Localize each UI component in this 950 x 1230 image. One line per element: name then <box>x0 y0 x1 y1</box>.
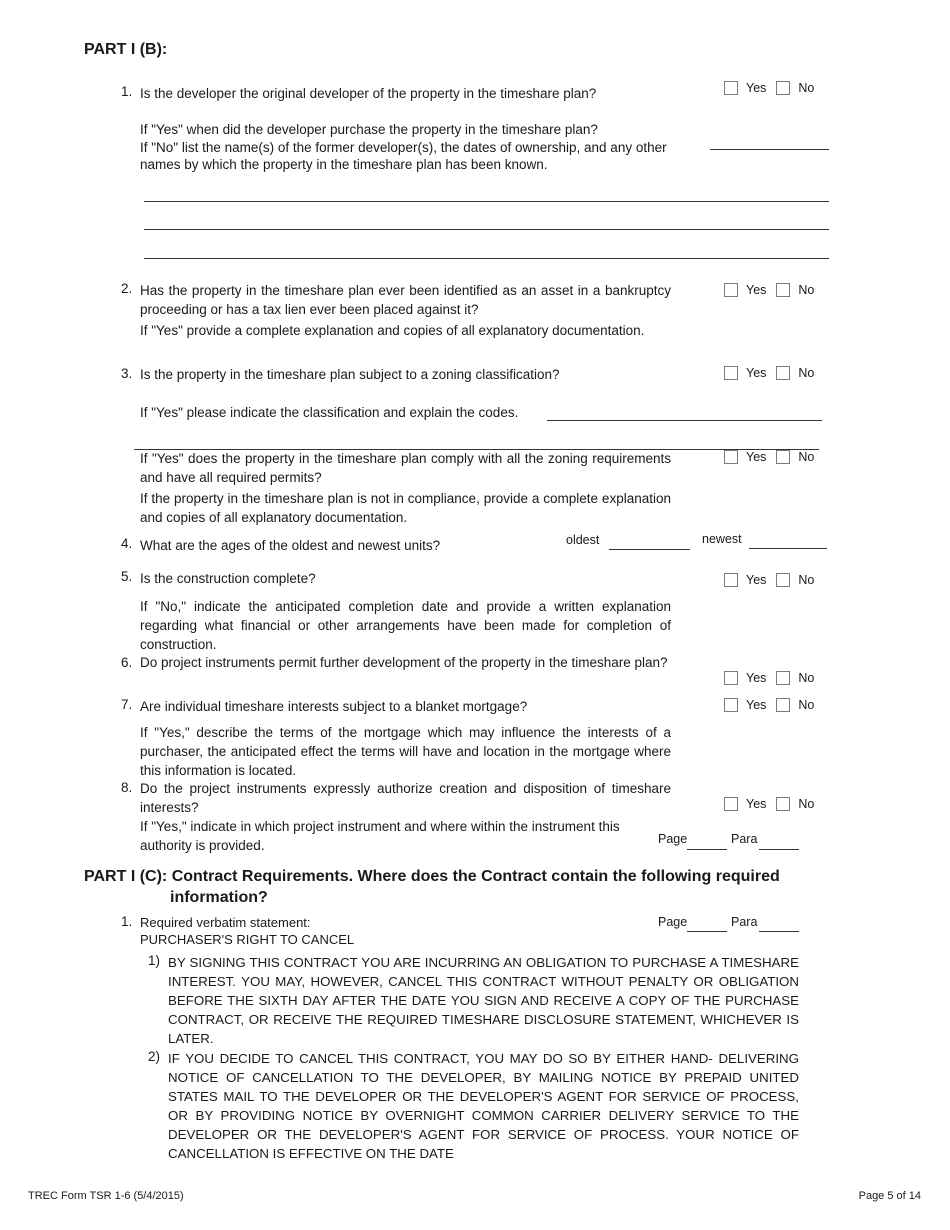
c1-item-2-text: IF YOU DECIDE TO CANCEL THIS CONTRACT, YOU MAY DO SO BY EITHER HAND- DELIVERING NOTICE OF CANCELLATION TO THE DEVELOPER, BY MAILING NOTICE BY PREPAID UNITED STATES MAIL TO THE DEVELOPER OR THE DEVELOPER'S AGENT FOR SERVICE OF PROCESS, OR BY PROVIDING NOTICE BY OVERNIGHT COMMON CARRIER DELIVERY SERVICE TO THE DEVELOPER OR THE DEVELOPER'S AGENT FOR SERVICE OF PROCESS. YOUR NOTICE OF CANCELLATION IS EFFECTIVE ON THE DATE <box>168 1051 799 1161</box>
q3-follow-text: If "Yes" please indicate the classification and explain the codes. <box>140 405 519 420</box>
footer-page-number: Page 5 of 14 <box>858 1190 921 1202</box>
q6-yes-no: Yes No <box>724 671 824 685</box>
footer-form-id: TREC Form TSR 1-6 (5/4/2015) <box>28 1190 184 1202</box>
q3-yes-no: Yes No <box>724 366 824 380</box>
q1-answer-line-2[interactable] <box>144 229 829 230</box>
q7-number: 7. <box>121 697 133 712</box>
q2-yes-checkbox[interactable] <box>724 283 738 297</box>
q3-sub-follow-text: If the property in the timeshare plan is not in compliance, provide a complete explanation and copies of all explanatory documentation. <box>140 491 671 525</box>
c1-item-1-text: BY SIGNING THIS CONTRACT YOU ARE INCURRING AN OBLIGATION TO PURCHASE A TIMESHARE INTEREST. YOU MAY, HOWEVER, CANCEL THIS CONTRACT WITHOUT PENALTY OR OBLIGATION BEFORE THE SIXTH DAY AFTER THE DATE YOU SIGN AND RECEIVE A COPY OF THE PURCHASE CONTRACT, OR RECEIVE THE REQUIRED TIMESHARE DISCLOSURE STATEMENT, WHICHEVER IS LATER. <box>168 955 799 1046</box>
q3-sub-yes-no: Yes No <box>724 450 824 464</box>
q1-number: 1. <box>121 84 133 99</box>
q1-text: Is the developer the original developer of the property in the timeshare plan? <box>140 86 597 101</box>
q8-para-input[interactable] <box>759 849 799 850</box>
q6-yes-checkbox[interactable] <box>724 671 738 685</box>
q3-no-checkbox[interactable] <box>776 366 790 380</box>
q1-answer-line-3[interactable] <box>144 258 829 259</box>
q3-sub-text: If "Yes" does the property in the timeshare plan comply with all the zoning requirements and have all required permits? <box>140 451 671 485</box>
q2-text: Has the property in the timeshare plan ever been identified as an asset in a bankruptcy proceeding or has a tax lien ever been placed against it? <box>140 283 671 317</box>
q3-sub-no-checkbox[interactable] <box>776 450 790 464</box>
c1-item-1-number: 1) <box>148 953 161 968</box>
q3-text: Is the property in the timeshare plan subject to a zoning classification? <box>140 367 560 382</box>
part-c-heading: PART I (C): Contract Requirements. Where does the Contract contain the following required <box>84 868 780 885</box>
q2-number: 2. <box>121 281 133 296</box>
c1-page-input[interactable] <box>687 931 727 932</box>
q7-yes-no: Yes No <box>724 698 824 712</box>
q8-follow-text: If "Yes," indicate in which project instrument and where within the instrument this authority is provided. <box>140 819 620 853</box>
q2-no-checkbox[interactable] <box>776 283 790 297</box>
q4-newest-input[interactable] <box>749 548 827 549</box>
q7-follow-text: If "Yes," describe the terms of the mortgage which may influence the interests of a purchaser, the anticipated effect the terms will have and location in the mortgage where this information is located. <box>140 725 671 778</box>
q8-yes-no: Yes No <box>724 797 824 811</box>
q6-text: Do project instruments permit further development of the property in the timeshare plan? <box>140 655 668 670</box>
q8-page-input[interactable] <box>687 849 727 850</box>
c1-para-label: Para <box>731 915 758 929</box>
q8-yes-checkbox[interactable] <box>724 797 738 811</box>
c1-text: Required verbatim statement: <box>140 915 311 930</box>
part-b-heading: PART I (B): <box>84 41 168 58</box>
q8-para-label: Para <box>731 832 758 846</box>
q5-number: 5. <box>121 569 133 584</box>
q6-number: 6. <box>121 655 133 670</box>
q8-number: 8. <box>121 780 133 795</box>
q1-yes-no: Yes No <box>724 81 824 95</box>
q3-sub-yes-checkbox[interactable] <box>724 450 738 464</box>
c1-number: 1. <box>121 914 133 929</box>
q5-yes-no: Yes No <box>724 573 824 587</box>
c1-item-2-number: 2) <box>148 1049 161 1064</box>
q2-yes-no: Yes No <box>724 283 824 297</box>
q4-oldest-input[interactable] <box>609 549 690 550</box>
q7-text: Are individual timeshare interests subject to a blanket mortgage? <box>140 699 528 714</box>
q3-yes-checkbox[interactable] <box>724 366 738 380</box>
q5-text: Is the construction complete? <box>140 571 316 586</box>
c1-para-input[interactable] <box>759 931 799 932</box>
q1-date-line[interactable] <box>710 149 829 150</box>
q2-follow-text: If "Yes" provide a complete explanation and copies of all explanatory documentation. <box>140 323 645 338</box>
q5-yes-checkbox[interactable] <box>724 573 738 587</box>
q7-yes-checkbox[interactable] <box>724 698 738 712</box>
c1-page-label: Page <box>658 915 688 929</box>
q5-no-checkbox[interactable] <box>776 573 790 587</box>
q1-follow-text: If "Yes" when did the developer purchase the property in the timeshare plan? If "No" list the name(s) of the former developer(s), the dates of ownership, and any other names by which the property in the timeshare plan has been known. <box>140 122 667 172</box>
q4-text: What are the ages of the oldest and newest units? <box>140 538 441 553</box>
c1-subtitle: PURCHASER'S RIGHT TO CANCEL <box>140 932 355 947</box>
q7-no-checkbox[interactable] <box>776 698 790 712</box>
q3-number: 3. <box>121 366 133 381</box>
q5-follow-text: If "No," indicate the anticipated completion date and provide a written explanation regarding what financial or other arrangements have been made for completion of construction. <box>140 599 671 652</box>
q4-number: 4. <box>121 536 133 551</box>
q8-no-checkbox[interactable] <box>776 797 790 811</box>
q1-yes-checkbox[interactable] <box>724 81 738 95</box>
part-c-heading-cont: information? <box>170 889 268 906</box>
q4-newest-label: newest <box>702 532 742 546</box>
q4-oldest-label: oldest <box>566 533 600 547</box>
q1-no-checkbox[interactable] <box>776 81 790 95</box>
q1-answer-line-1[interactable] <box>144 201 829 202</box>
q3-classification-line[interactable] <box>547 420 822 421</box>
q6-no-checkbox[interactable] <box>776 671 790 685</box>
q8-page-label: Page <box>658 832 688 846</box>
q8-text: Do the project instruments expressly authorize creation and disposition of timeshare interests? <box>140 781 671 815</box>
